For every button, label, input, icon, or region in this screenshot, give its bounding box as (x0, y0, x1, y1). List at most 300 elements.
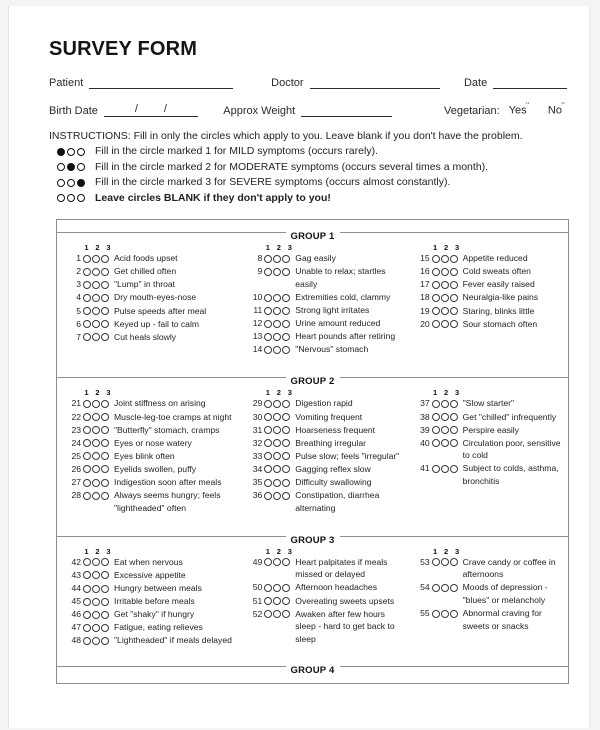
severity-option-2[interactable] (92, 611, 100, 619)
severity-radio-group (264, 411, 290, 422)
survey-item (416, 556, 568, 581)
severity-dot-2 (67, 179, 75, 187)
severity-option-2[interactable] (441, 413, 449, 421)
severity-option-2[interactable] (441, 558, 449, 566)
severity-dot-2 (67, 148, 75, 156)
severity-option-2[interactable] (441, 426, 449, 434)
severity-option-2[interactable] (273, 320, 281, 328)
severity-option-2[interactable] (92, 268, 100, 276)
item-number: 13 (252, 331, 263, 342)
severity-option-1[interactable] (83, 426, 91, 434)
item-number: 10 (252, 291, 263, 302)
group-column (57, 547, 238, 648)
severity-option-3[interactable] (450, 294, 458, 302)
item-label: Circulation poor, sensitive to cold (462, 437, 561, 461)
item-label: Eyes blink often (114, 450, 175, 461)
severity-option-2[interactable] (441, 281, 449, 289)
severity-option-2[interactable] (441, 584, 449, 592)
item-label: Neuralgia-like pains (462, 292, 539, 303)
severity-radio-group (264, 265, 290, 276)
severity-option-1[interactable] (264, 255, 272, 263)
item-number: 42 (71, 556, 81, 567)
severity-radio-group (83, 556, 109, 567)
severity-option-2[interactable] (273, 294, 281, 302)
severity-radio-group (432, 556, 458, 567)
severity-option-3[interactable] (450, 268, 458, 276)
severity-radio-group (264, 343, 290, 354)
instructions-heading: INSTRUCTIONS: Fill in only the circles which apply to you. Leave blank if you don't have the problem. (49, 129, 523, 142)
severity-option-2[interactable] (273, 400, 281, 408)
survey-item (67, 437, 238, 450)
patient-label: Patient (49, 77, 84, 89)
severity-option-3[interactable] (101, 439, 109, 447)
severity-option-1[interactable] (432, 465, 440, 473)
severity-option-1[interactable] (432, 558, 440, 566)
severity-option-1[interactable] (432, 413, 440, 421)
item-label: Vomiting frequent (295, 411, 363, 422)
severity-dots (49, 148, 93, 156)
severity-option-1[interactable] (83, 281, 91, 289)
severity-option-2[interactable] (92, 558, 100, 566)
severity-option-1[interactable] (432, 320, 440, 328)
severity-option-1[interactable] (83, 585, 91, 593)
severity-option-2[interactable] (441, 268, 449, 276)
severity-option-1[interactable] (83, 571, 91, 579)
severity-option-2[interactable] (273, 413, 281, 421)
severity-option-1[interactable] (83, 413, 91, 421)
severity-radio-group (83, 634, 109, 645)
severity-option-3[interactable] (101, 320, 109, 328)
severity-option-2[interactable] (92, 439, 100, 447)
scale-header-3: 3 (455, 243, 460, 253)
severity-option-1[interactable] (432, 281, 440, 289)
severity-option-1[interactable] (264, 558, 272, 566)
severity-option-2[interactable] (92, 452, 100, 460)
severity-option-1[interactable] (83, 452, 91, 460)
patient-input[interactable] (89, 77, 233, 89)
item-number: 46 (71, 609, 81, 620)
severity-option-2[interactable] (92, 255, 100, 263)
severity-option-2[interactable] (273, 426, 281, 434)
scale-header (67, 547, 238, 556)
severity-option-1[interactable] (432, 268, 440, 276)
item-label: Hungry between meals (114, 582, 202, 593)
severity-option-1[interactable] (83, 465, 91, 473)
severity-option-3[interactable] (282, 597, 290, 605)
severity-option-2[interactable] (441, 255, 449, 263)
severity-option-2[interactable] (273, 439, 281, 447)
severity-option-3[interactable] (101, 281, 109, 289)
severity-option-2[interactable] (441, 294, 449, 302)
severity-option-2[interactable] (441, 400, 449, 408)
severity-option-3[interactable] (282, 294, 290, 302)
item-number: 11 (253, 305, 263, 316)
severity-option-1[interactable] (264, 307, 272, 315)
severity-option-2[interactable] (92, 294, 100, 302)
severity-option-1[interactable] (264, 294, 272, 302)
severity-option-3[interactable] (282, 413, 290, 421)
severity-option-3[interactable] (101, 571, 109, 579)
item-label: Get "chilled" infrequently (462, 411, 557, 422)
scale-header-1: 1 (84, 546, 89, 556)
doctor-input[interactable] (310, 77, 440, 89)
severity-option-2[interactable] (273, 492, 281, 500)
severity-radio-group (83, 424, 109, 435)
severity-option-3[interactable] (450, 439, 458, 447)
severity-option-3[interactable] (282, 400, 290, 408)
severity-option-3[interactable] (101, 452, 109, 460)
item-number: 19 (420, 305, 430, 316)
severity-option-1[interactable] (83, 479, 91, 487)
scale-header (248, 388, 405, 397)
severity-option-2[interactable] (273, 333, 281, 341)
survey-item (67, 476, 238, 489)
survey-item (248, 291, 405, 304)
severity-option-3[interactable] (450, 400, 458, 408)
severity-option-1[interactable] (83, 333, 91, 341)
severity-option-3[interactable] (282, 439, 290, 447)
severity-option-3[interactable] (282, 426, 290, 434)
severity-option-3[interactable] (450, 426, 458, 434)
approx-weight-input[interactable] (301, 105, 391, 117)
severity-option-3[interactable] (101, 255, 109, 263)
date-input[interactable] (493, 77, 567, 89)
severity-option-1[interactable] (264, 439, 272, 447)
severity-option-3[interactable] (101, 624, 109, 632)
severity-dot-3 (77, 179, 85, 187)
severity-option-2[interactable] (92, 571, 100, 579)
survey-item (416, 278, 568, 291)
group-column (238, 547, 405, 648)
survey-item (67, 569, 238, 582)
severity-option-2[interactable] (273, 465, 281, 473)
severity-option-1[interactable] (264, 465, 272, 473)
severity-option-2[interactable] (441, 465, 449, 473)
severity-option-3[interactable] (101, 637, 109, 645)
birth-date-input[interactable] (104, 102, 198, 117)
severity-option-3[interactable] (282, 333, 290, 341)
severity-option-2[interactable] (92, 637, 100, 645)
severity-option-2[interactable] (92, 413, 100, 421)
severity-radio-group (83, 411, 109, 422)
severity-option-3[interactable] (101, 294, 109, 302)
severity-option-1[interactable] (264, 452, 272, 460)
item-label: Difficulty swallowing (295, 476, 372, 487)
scale-header-3: 3 (287, 243, 292, 253)
item-number: 6 (76, 318, 81, 329)
item-label: Urine amount reduced (295, 318, 381, 329)
severity-option-3[interactable] (450, 610, 458, 618)
item-label: Staring, blinks little (462, 305, 535, 316)
severity-radio-group (83, 463, 109, 474)
severity-option-2[interactable] (273, 597, 281, 605)
scale-header-3: 3 (106, 388, 111, 398)
instruction-text: Fill in the circle marked 2 for MODERATE symptoms (occurs several times a month). (95, 160, 489, 173)
severity-option-3[interactable] (282, 307, 290, 315)
severity-option-2[interactable] (441, 320, 449, 328)
severity-option-1[interactable] (83, 492, 91, 500)
severity-radio-group (264, 556, 290, 567)
item-number: 55 (420, 608, 430, 619)
severity-option-1[interactable] (264, 492, 272, 500)
severity-option-1[interactable] (83, 637, 91, 645)
survey-item (248, 317, 405, 330)
severity-option-2[interactable] (92, 426, 100, 434)
severity-option-1[interactable] (264, 400, 272, 408)
item-label: Pulse speeds after meal (114, 305, 207, 316)
severity-option-3[interactable] (101, 598, 109, 606)
survey-item (67, 595, 238, 608)
severity-option-1[interactable] (83, 558, 91, 566)
item-number: 23 (71, 424, 81, 435)
scale-header-1: 1 (265, 546, 270, 556)
severity-option-1[interactable] (83, 320, 91, 328)
vegetarian-no-checkbox[interactable] (562, 101, 563, 111)
vegetarian-yes-option[interactable] (509, 101, 532, 117)
severity-option-2[interactable] (273, 558, 281, 566)
severity-option-3[interactable] (101, 426, 109, 434)
severity-option-3[interactable] (282, 492, 290, 500)
group-title-text: GROUP 3 (286, 535, 340, 546)
severity-option-2[interactable] (92, 465, 100, 473)
severity-option-3[interactable] (101, 413, 109, 421)
survey-item (248, 265, 405, 290)
survey-item (248, 252, 405, 265)
vegetarian-label: Vegetarian: (444, 104, 500, 117)
severity-option-2[interactable] (441, 610, 449, 618)
severity-option-2[interactable] (92, 307, 100, 315)
birth-date-separators (104, 104, 198, 115)
item-number: 3 (76, 279, 81, 290)
page-title: SURVEY FORM (49, 38, 198, 60)
symptom-groups-table (56, 219, 569, 684)
item-number: 16 (420, 266, 430, 277)
severity-option-1[interactable] (264, 346, 272, 354)
severity-option-1[interactable] (83, 294, 91, 302)
item-number: 43 (71, 569, 81, 580)
severity-option-3[interactable] (282, 346, 290, 354)
item-label: Appetite reduced (462, 253, 528, 264)
item-label: Heart pounds after retiring (295, 331, 396, 342)
item-label: "Lump" in throat (114, 279, 176, 290)
item-number: 4 (76, 292, 81, 303)
survey-item (248, 397, 405, 410)
severity-option-3[interactable] (282, 255, 290, 263)
birth-date-label: Birth Date (49, 104, 98, 117)
severity-option-1[interactable] (432, 307, 440, 315)
severity-option-2[interactable] (273, 610, 281, 618)
item-label: Subject to colds, asthma, bronchitis (462, 463, 559, 486)
scale-header-1: 1 (265, 243, 270, 253)
severity-option-2[interactable] (273, 479, 281, 487)
group-column (406, 388, 568, 514)
severity-radio-group (432, 278, 458, 289)
survey-item (67, 331, 238, 344)
severity-option-2[interactable] (273, 584, 281, 592)
severity-option-3[interactable] (282, 268, 290, 276)
severity-option-1[interactable] (264, 268, 272, 276)
severity-option-2[interactable] (92, 333, 100, 341)
severity-option-3[interactable] (450, 558, 458, 566)
severity-option-3[interactable] (282, 584, 290, 592)
survey-item (67, 278, 238, 291)
survey-item (67, 450, 238, 463)
severity-option-1[interactable] (83, 268, 91, 276)
scale-header (67, 388, 238, 397)
severity-radio-group (83, 318, 109, 329)
severity-option-3[interactable] (282, 610, 290, 618)
severity-dots (49, 194, 93, 202)
survey-item (248, 476, 405, 489)
severity-option-1[interactable] (432, 439, 440, 447)
severity-option-2[interactable] (441, 307, 449, 315)
severity-radio-group (432, 581, 458, 592)
severity-option-3[interactable] (450, 281, 458, 289)
severity-option-2[interactable] (92, 320, 100, 328)
severity-option-1[interactable] (432, 426, 440, 434)
severity-option-2[interactable] (273, 307, 281, 315)
item-label: Digestion rapid (295, 398, 353, 409)
item-number: 51 (252, 595, 263, 606)
vegetarian-yes-checkbox[interactable] (527, 101, 528, 111)
severity-option-1[interactable] (264, 413, 272, 421)
vegetarian-no-option[interactable] (548, 101, 567, 117)
item-number: 50 (252, 582, 263, 593)
severity-option-3[interactable] (101, 492, 109, 500)
severity-option-2[interactable] (273, 255, 281, 263)
severity-option-3[interactable] (282, 320, 290, 328)
survey-item (416, 291, 568, 304)
severity-option-1[interactable] (432, 400, 440, 408)
item-number: 39 (420, 424, 430, 435)
severity-dot-2 (67, 163, 75, 171)
item-number: 2 (76, 266, 81, 277)
survey-item (248, 556, 405, 581)
severity-option-3[interactable] (282, 465, 290, 473)
group-title-text: GROUP 1 (286, 231, 340, 242)
group-title (57, 530, 568, 548)
severity-option-1[interactable] (432, 610, 440, 618)
severity-radio-group (83, 476, 109, 487)
item-number: 35 (252, 476, 263, 487)
severity-dot-2 (67, 194, 75, 202)
severity-option-2[interactable] (92, 400, 100, 408)
severity-option-2[interactable] (273, 268, 281, 276)
severity-option-2[interactable] (273, 452, 281, 460)
severity-option-1[interactable] (432, 584, 440, 592)
severity-option-3[interactable] (282, 452, 290, 460)
item-label: Heart palpitates if meals missed or delayed (295, 556, 388, 580)
severity-option-2[interactable] (273, 346, 281, 354)
group-header (57, 371, 568, 388)
severity-option-3[interactable] (450, 584, 458, 592)
severity-dot-1 (57, 179, 65, 187)
instruction-line (49, 160, 567, 176)
severity-option-3[interactable] (101, 400, 109, 408)
severity-option-2[interactable] (92, 624, 100, 632)
item-label: Constipation, diarrhea alternating (295, 490, 380, 513)
severity-option-3[interactable] (101, 307, 109, 315)
group-title-text: GROUP 4 (286, 665, 340, 676)
severity-radio-group (264, 304, 290, 315)
severity-option-3[interactable] (450, 413, 458, 421)
severity-option-1[interactable] (264, 320, 272, 328)
severity-option-1[interactable] (83, 400, 91, 408)
severity-option-1[interactable] (264, 426, 272, 434)
severity-option-1[interactable] (264, 333, 272, 341)
scale-header-1: 1 (433, 388, 438, 398)
item-label: "Lightheaded" if meals delayed (114, 635, 232, 646)
severity-option-3[interactable] (101, 333, 109, 341)
survey-item (248, 463, 405, 476)
item-number: 5 (76, 305, 81, 316)
item-label: "Slow starter" (462, 398, 515, 409)
item-number: 7 (76, 331, 81, 342)
severity-option-2[interactable] (92, 598, 100, 606)
severity-option-2[interactable] (441, 439, 449, 447)
severity-option-1[interactable] (83, 439, 91, 447)
severity-option-2[interactable] (92, 492, 100, 500)
severity-option-3[interactable] (282, 479, 290, 487)
severity-option-1[interactable] (432, 255, 440, 263)
severity-dots (49, 163, 93, 171)
scale-header-2: 2 (276, 388, 281, 398)
survey-item (67, 318, 238, 331)
item-label: Afternoon headaches (295, 582, 377, 593)
severity-radio-group (432, 318, 458, 329)
severity-option-3[interactable] (450, 465, 458, 473)
severity-option-1[interactable] (83, 611, 91, 619)
severity-option-3[interactable] (101, 585, 109, 593)
severity-option-3[interactable] (282, 558, 290, 566)
severity-option-1[interactable] (83, 624, 91, 632)
survey-item (416, 437, 568, 462)
severity-option-1[interactable] (83, 307, 91, 315)
survey-item (248, 343, 405, 356)
group-body (57, 239, 568, 365)
scale-header-2: 2 (95, 243, 100, 253)
severity-option-3[interactable] (101, 611, 109, 619)
severity-option-2[interactable] (92, 281, 100, 289)
severity-option-2[interactable] (92, 479, 100, 487)
severity-dot-1 (57, 163, 65, 171)
group-column (238, 243, 405, 356)
severity-option-3[interactable] (450, 307, 458, 315)
severity-option-3[interactable] (101, 479, 109, 487)
scale-header-2: 2 (276, 243, 281, 253)
severity-option-3[interactable] (101, 465, 109, 473)
severity-radio-group (264, 437, 290, 448)
severity-option-3[interactable] (450, 320, 458, 328)
severity-dots (49, 179, 93, 187)
severity-option-1[interactable] (83, 255, 91, 263)
item-number: 38 (420, 411, 430, 422)
severity-option-1[interactable] (264, 610, 272, 618)
severity-option-3[interactable] (101, 268, 109, 276)
severity-option-1[interactable] (264, 479, 272, 487)
severity-option-3[interactable] (101, 558, 109, 566)
severity-option-2[interactable] (92, 585, 100, 593)
severity-option-1[interactable] (264, 584, 272, 592)
severity-option-1[interactable] (432, 294, 440, 302)
scale-header (416, 547, 568, 556)
scale-header-3: 3 (106, 243, 111, 253)
survey-item (416, 252, 568, 265)
severity-option-3[interactable] (450, 255, 458, 263)
severity-option-1[interactable] (264, 597, 272, 605)
severity-option-1[interactable] (83, 598, 91, 606)
severity-radio-group (264, 450, 290, 461)
